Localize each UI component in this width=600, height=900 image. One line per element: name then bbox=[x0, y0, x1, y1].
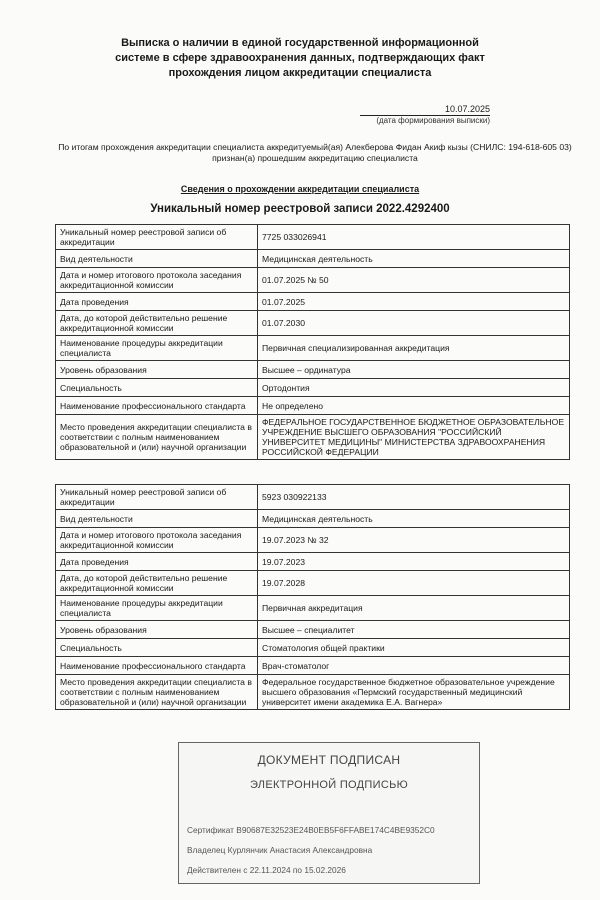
field-label: Специальность bbox=[56, 379, 258, 397]
table-row bbox=[56, 485, 570, 510]
field-value: 5923 030922133 bbox=[258, 485, 570, 510]
field-value: Не определено bbox=[258, 397, 570, 415]
field-value: Медицинская деятельность bbox=[258, 250, 570, 268]
field-label: Уникальный номер реестровой записи об аккредитации bbox=[56, 485, 258, 510]
title-line: системе в сфере здравоохранения данных, подтверждающих факт bbox=[115, 52, 485, 64]
field-value: Первичная специализированная аккредитация bbox=[258, 336, 570, 361]
field-label: Уровень образования bbox=[56, 361, 258, 379]
field-value: Федеральное государственное бюджетное образовательное учреждение высшего образования «Пермский государственный медицинский университет имени академика Е.А. Вагнера» bbox=[258, 675, 570, 710]
field-label: Вид деятельности bbox=[56, 250, 258, 268]
table-row bbox=[56, 596, 570, 621]
field-label: Наименование процедуры аккредитации специалиста bbox=[56, 336, 258, 361]
table-row bbox=[56, 510, 570, 528]
intro-line: По итогам прохождения аккредитации специалиста аккредитуемый(ая) Алекберова Фидан Акиф кызы (СНИЛС: 194-618-605 03) bbox=[58, 142, 572, 152]
table-row bbox=[56, 361, 570, 379]
field-value: 19.07.2028 bbox=[258, 571, 570, 596]
accreditation-table-2 bbox=[55, 484, 570, 710]
table-row bbox=[56, 293, 570, 311]
field-label: Специальность bbox=[56, 639, 258, 657]
stamp-certificate: Сертификат B90687E32523E24B0EB5F6FFABE174C4BE9352C0 bbox=[187, 825, 435, 835]
table-row bbox=[56, 311, 570, 336]
field-value: 01.07.2025 № 50 bbox=[258, 268, 570, 293]
field-label: Наименование процедуры аккредитации специалиста bbox=[56, 596, 258, 621]
field-label: Наименование профессионального стандарта bbox=[56, 657, 258, 675]
table-row bbox=[56, 657, 570, 675]
field-label: Уровень образования bbox=[56, 621, 258, 639]
table-row bbox=[56, 336, 570, 361]
table-row bbox=[56, 639, 570, 657]
field-value: Высшее – ординатура bbox=[258, 361, 570, 379]
table-row bbox=[56, 621, 570, 639]
intro-text bbox=[55, 142, 575, 164]
field-value: 01.07.2025 bbox=[258, 293, 570, 311]
section-title: Сведения о прохождении аккредитации специалиста bbox=[180, 184, 420, 194]
field-value: 7725 033026941 bbox=[258, 225, 570, 250]
field-value: Высшее – специалитет bbox=[258, 621, 570, 639]
field-label: Вид деятельности bbox=[56, 510, 258, 528]
document-title bbox=[80, 36, 520, 81]
field-label: Дата и номер итогового протокола заседания аккредитационной комиссии bbox=[56, 268, 258, 293]
field-value: 19.07.2023 № 32 bbox=[258, 528, 570, 553]
accreditation-table-1 bbox=[55, 224, 570, 460]
field-label: Уникальный номер реестровой записи об аккредитации bbox=[56, 225, 258, 250]
field-value: Первичная аккредитация bbox=[258, 596, 570, 621]
table-row bbox=[56, 553, 570, 571]
table-row bbox=[56, 415, 570, 460]
title-line: прохождения лицом аккредитации специалиста bbox=[168, 67, 432, 79]
table-row bbox=[56, 528, 570, 553]
table-row bbox=[56, 250, 570, 268]
field-label: Дата, до которой действительно решение аккредитационной комиссии bbox=[56, 571, 258, 596]
field-value: Медицинская деятельность bbox=[258, 510, 570, 528]
stamp-subheading: ЭЛЕКТРОННОЙ ПОДПИСЬЮ bbox=[249, 779, 409, 791]
table-row bbox=[56, 675, 570, 710]
field-label: Дата проведения bbox=[56, 553, 258, 571]
statement-date bbox=[360, 104, 490, 125]
intro-line: признан(а) прошедшим аккредитацию специалиста bbox=[212, 153, 418, 163]
stamp-heading: ДОКУМЕНТ ПОДПИСАН bbox=[257, 753, 401, 767]
table-row bbox=[56, 268, 570, 293]
field-label: Место проведения аккредитации специалиста в соответствии с полным наименованием образовательной и (или) научной организации bbox=[56, 675, 258, 710]
field-label: Наименование профессионального стандарта bbox=[56, 397, 258, 415]
e-signature-stamp bbox=[178, 742, 480, 884]
title-line: Выписка о наличии в единой государственной информационной bbox=[121, 37, 479, 49]
field-label: Дата, до которой действительно решение аккредитационной комиссии bbox=[56, 311, 258, 336]
table-row bbox=[56, 225, 570, 250]
field-label: Место проведения аккредитации специалиста в соответствии с полным наименованием образовательной и (или) научной организации bbox=[56, 415, 258, 460]
table-row bbox=[56, 571, 570, 596]
field-value: Стоматология общей практики bbox=[258, 639, 570, 657]
field-value: ФЕДЕРАЛЬНОЕ ГОСУДАРСТВЕННОЕ БЮДЖЕТНОЕ ОБРАЗОВАТЕЛЬНОЕ УЧРЕЖДЕНИЕ ВЫСШЕГО ОБРАЗОВАНИЯ "РОССИЙСКИЙ УНИВЕРСИТЕТ МЕДИЦИНЫ" МИНИСТЕРСТВА ЗДРАВООХРАНЕНИЯ РОССИЙСКОЙ ФЕДЕРАЦИИ bbox=[258, 415, 570, 460]
stamp-validity: Действителен с 22.11.2024 по 15.02.2026 bbox=[187, 865, 346, 875]
field-value: 19.07.2023 bbox=[258, 553, 570, 571]
date-value: 10.07.2025 bbox=[360, 104, 490, 116]
registry-title: Уникальный номер реестровой записи 2022.4292400 bbox=[150, 203, 450, 215]
field-label: Дата и номер итогового протокола заседания аккредитационной комиссии bbox=[56, 528, 258, 553]
date-label: (дата формирования выписки) bbox=[376, 116, 490, 125]
stamp-owner: Владелец Курлянчик Анастасия Александровна bbox=[187, 845, 373, 855]
field-label: Дата проведения bbox=[56, 293, 258, 311]
field-value: Ортодонтия bbox=[258, 379, 570, 397]
field-value: 01.07.2030 bbox=[258, 311, 570, 336]
table-row bbox=[56, 397, 570, 415]
field-value: Врач-стоматолог bbox=[258, 657, 570, 675]
table-row bbox=[56, 379, 570, 397]
